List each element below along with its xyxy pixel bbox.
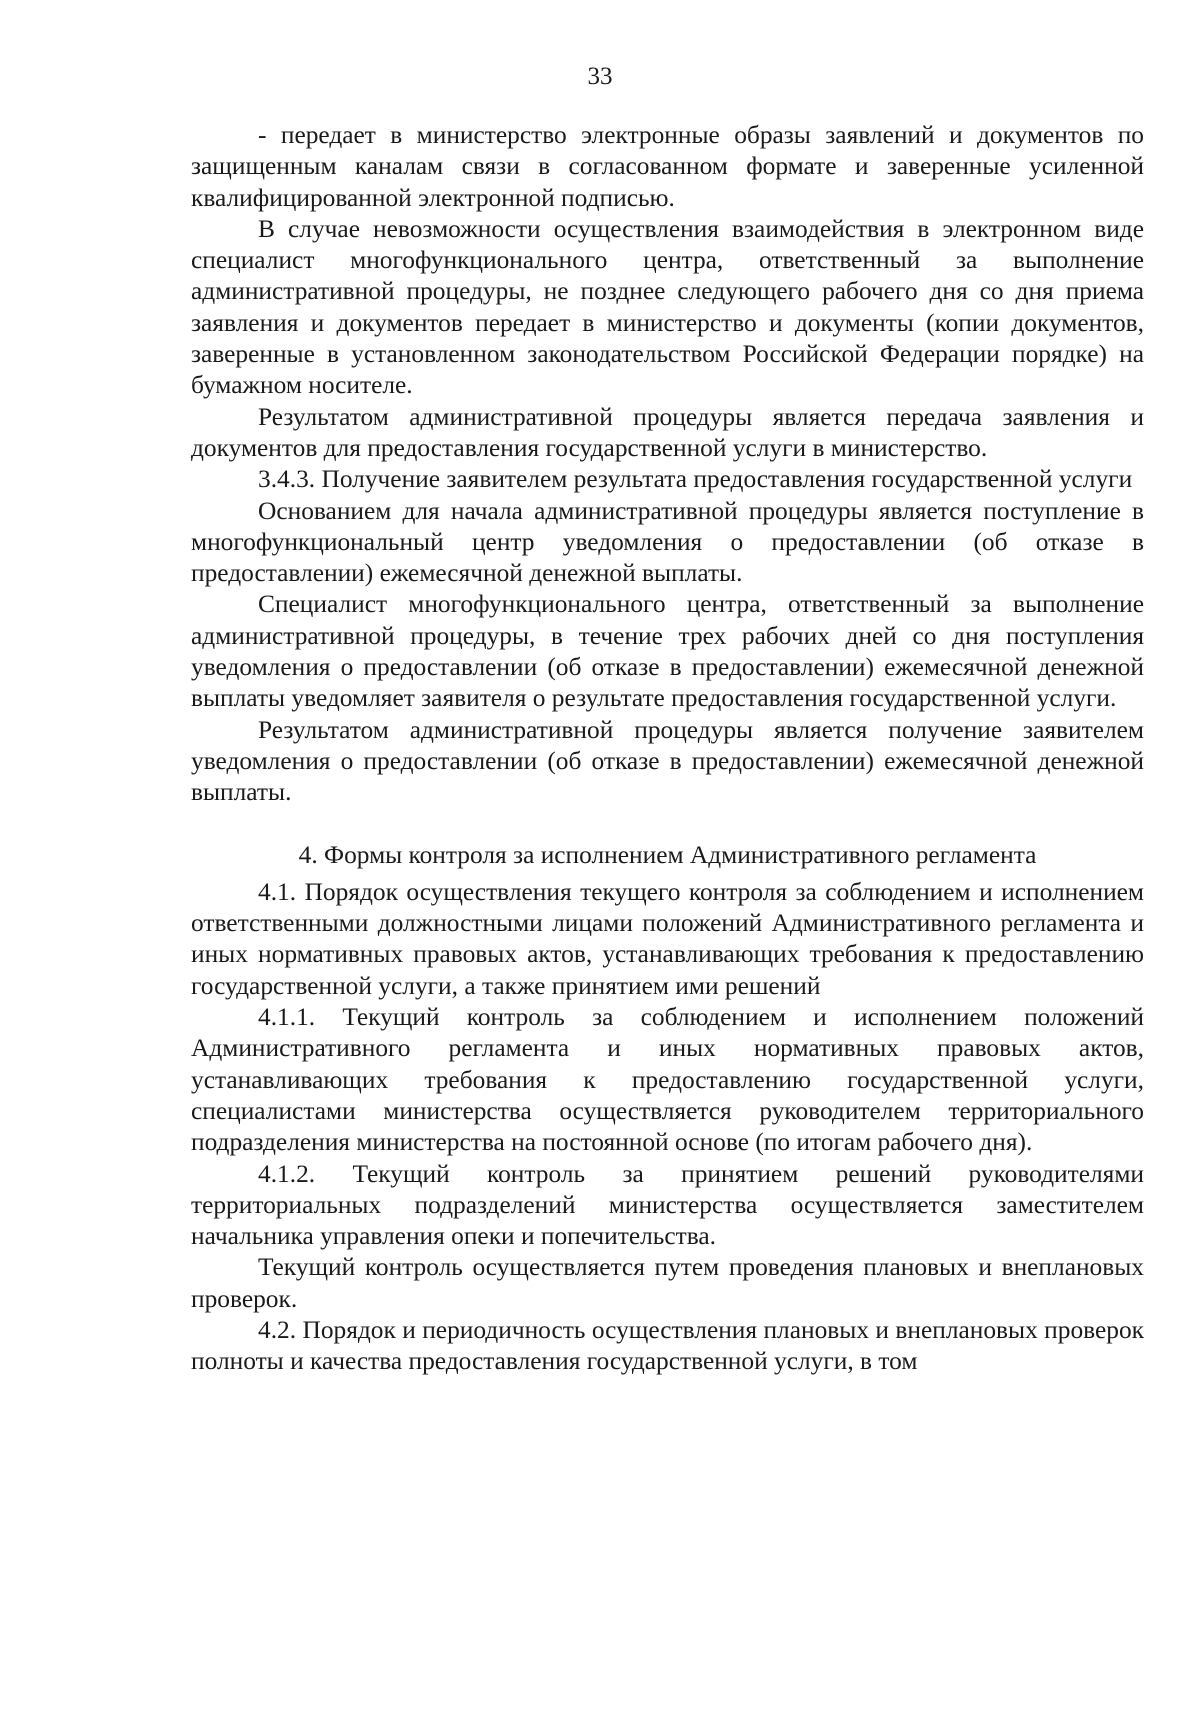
paragraph-4-2: 4.2. Порядок и периодичность осуществления плановых и внеплановых проверок полноты и качества предоставления государственной услуги, в том <box>191 1315 1144 1376</box>
subsection-heading-3-4-3: 3.4.3. Получение заявителем результата предоставления государственной услуги <box>258 465 1133 494</box>
paragraph-procedure-basis: Основанием для начала административной процедуры является поступление в многофункциональный центр уведомления о предоставлении (об отказе в предоставлении) ежемесячной денежной выплаты. <box>191 496 1144 588</box>
section-title-4: 4. Формы контроля за исполнением Административного регламента <box>298 840 1037 869</box>
paragraph-4-1: 4.1. Порядок осуществления текущего контроля за соблюдением и исполнением ответственными должностными лицами положений Административного регламента и иных нормативных правовых актов, устанавливающих требования к предоставлению государственной услуги, а также принятием ими решений <box>191 877 1144 1000</box>
paragraph-procedure-result: Результатом административной процедуры является передача заявления и документов для предоставления государственной услуги в министерство. <box>191 402 1144 462</box>
paragraph-specialist-notification: Специалист многофункционального центра, ответственный за выполнение административной процедуры, в течение трех рабочих дней со дня поступления уведомления о предоставлении (об отказе в предоставлении) ежемесячной денежной выплаты уведомляет заявителя о результате предоставления государственной услуги. <box>191 590 1144 713</box>
paragraph-current-control: Текущий контроль осуществляется путем проведения плановых и внеплановых проверок. <box>191 1253 1144 1313</box>
paragraph-4-1-2: 4.1.2. Текущий контроль за принятием решений руководителями территориальных подразделений министерства осуществляется заместителем начальника управления опеки и попечительства. <box>191 1159 1144 1251</box>
paragraph-paper-transfer: В случае невозможности осуществления взаимодействия в электронном виде специалист многофункционального центра, ответственный за выполнение административной процедуры, не позднее следующего рабочего дня со дня приема заявления и документов передает в министерство и документы (копии документов, заверенные в установленном законодательством Российской Федерации порядке) на бумажном носителе. <box>191 214 1144 400</box>
paragraph-notification-result: Результатом административной процедуры является получение заявителем уведомления о предоставлении (об отказе в предоставлении) ежемесячной денежной выплаты. <box>191 715 1144 807</box>
paragraph-transfer-electronic: - передает в министерство электронные образы заявлений и документов по защищенным каналам связи в согласованном формате и заверенные усиленной квалифицированной электронной подписью. <box>191 121 1144 212</box>
paragraph-4-1-1: 4.1.1. Текущий контроль за соблюдением и исполнением положений Административного регламента и иных нормативных правовых актов, устанавливающих требования к предоставлению государственной услуги, специалистами министерства осуществляется руководителем территориального подразделения министерства на постоянной основе (по итогам рабочего дня). <box>191 1003 1144 1157</box>
document-body <box>191 120 1144 1378</box>
page-number: 33 <box>587 63 613 90</box>
